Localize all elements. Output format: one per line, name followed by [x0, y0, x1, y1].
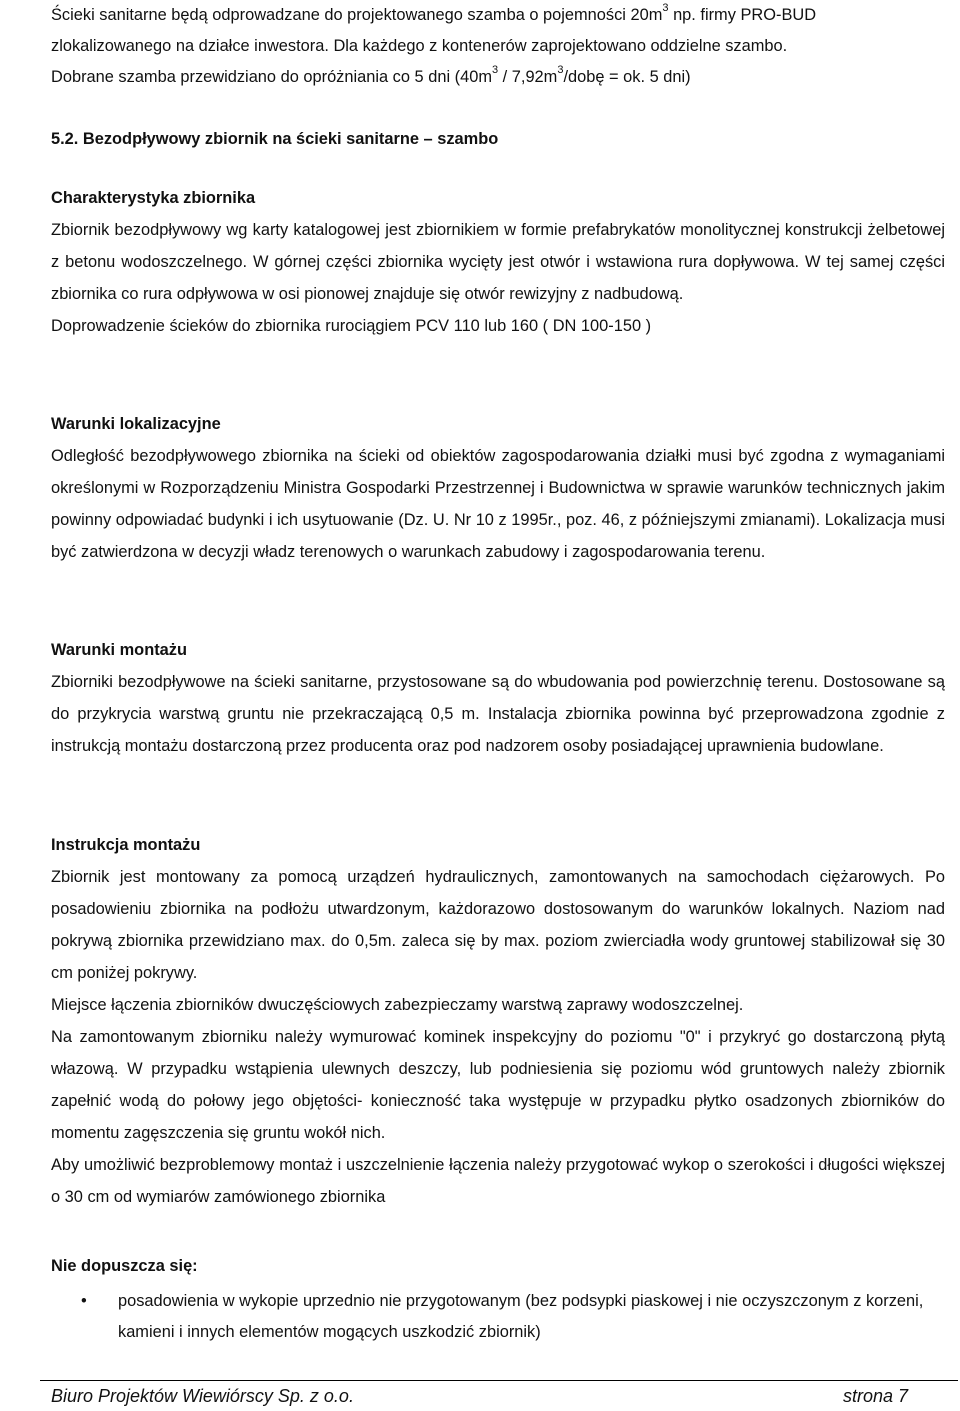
superscript: 3: [557, 63, 564, 76]
mounting-instructions-paragraph-2: Miejsce łączenia zbiorników dwuczęściowych zabezpieczamy warstwą zaprawy wodoszczelnej.: [51, 996, 744, 1014]
intro-line-1: [51, 0, 945, 31]
characteristics-section: [51, 182, 945, 342]
mounting-instructions-paragraph-1: Zbiornik jest montowany za pomocą urządzeń hydraulicznych, zamontowanych na samochodach ciężarowych. Po posadowieniu zbiornika na podłożu utwardzonym, każdorazowo dostosowanym do warunków lokalnych. Naziom nad pokrywą zbiornika przewidziano max. do 0,5m. zaleca się by max. poziom zwierciadła wody gruntowej stabilizował się 30 cm poniżej pokrywy.: [51, 868, 945, 982]
location-heading: Warunki lokalizacyjne: [51, 415, 221, 433]
mounting-instructions-paragraph-3: Na zamontowanym zbiorniku należy wymurować kominek inspekcyjny do poziomu "0" i przykryć go dostarczoną płytą włazową. W przypadku wstąpienia ulewnych deszczy, lub podniesienia się poziomu wód gruntowych należy zbiornik zapełnić wodą do połowy jego objętości- konieczność taka występuje w przypadku płytko osadzonych zbiorników do momentu zagęszczenia się gruntu wokół nich.: [51, 1028, 945, 1142]
list-item-text: posadowienia w wykopie uprzednio nie przygotowanym (bez podsypki piaskowej i nie oczyszczonym z korzeni, kamieni i innych elementów mogących uszkodzić zbiornik): [118, 1292, 924, 1341]
intro-line-3-text: Dobrane szamba przewidziano do opróżniania co 5 dni (40m: [51, 68, 492, 86]
mounting-conditions-paragraph: Zbiorniki bezodpływowe na ścieki sanitarne, przystosowane są do wbudowania pod powierzchnię terenu. Dostosowane są do przykrycia warstwą gruntu nie przekraczającą 0,5 m. Instalacja zbiornika powinna być przeprowadzona zgodnie z instrukcją montażu dostarczoną przez producenta oraz pod nadzorem osoby posiadającej uprawnienia budowlane.: [51, 673, 945, 755]
section-title: 5.2. Bezodpływowy zbiornik na ścieki sanitarne – szambo: [51, 130, 499, 148]
footer-page-number: strona 7: [842, 1386, 908, 1406]
mounting-conditions-heading: Warunki montażu: [51, 641, 187, 659]
mounting-instructions-heading: Instrukcja montażu: [51, 836, 201, 854]
intro-line-2: zlokalizowanego na działce inwestora. Dla każdego z kontenerów zaprojektowano oddzielne szambo.: [51, 37, 788, 55]
intro-line-3-mid: / 7,92m: [498, 68, 558, 86]
location-paragraph: Odległość bezodpływowego zbiornika na ścieki od obiektów zagospodarowania działki musi być zgodna z wymaganiami określonymi w Rozporządzeniu Ministra Gospodarki Przestrzennej i Budownictwa w sprawie warunków technicznych jakim powinny odpowiadać budynki i ich usytuowanie (Dz. U. Nr 10 z 1995r., poz. 46, z późniejszymi zmianami). Lokalizacja musi być zatwierdzona w decyzji władz terenowych o warunkach zabudowy i zagospodarowania terenu.: [51, 447, 945, 561]
bullet-icon: •: [81, 1292, 87, 1310]
intro-line-3-end: /dobę = ok. 5 dni): [563, 68, 691, 86]
not-allowed-section: [51, 1251, 945, 1281]
not-allowed-heading: Nie dopuszcza się:: [51, 1257, 198, 1275]
intro-block: [51, 0, 945, 93]
intro-line-1-text: Ścieki sanitarne będą odprowadzane do projektowanego szamba o pojemności 20m: [51, 6, 663, 24]
section-title-block: [51, 126, 945, 152]
superscript: 3: [491, 63, 499, 76]
mounting-conditions-section: [51, 634, 945, 762]
characteristics-pipe: Doprowadzenie ścieków do zbiornika rurociągiem PCV 110 lub 160 ( DN 100-150 ): [51, 317, 652, 335]
location-section: [51, 408, 945, 568]
intro-line-1-end: np. firmy PRO-BUD: [668, 6, 817, 24]
characteristics-heading: Charakterystyka zbiornika: [51, 189, 256, 207]
superscript: 3: [662, 1, 669, 14]
characteristics-paragraph: Zbiornik bezodpływowy wg karty katalogowej jest zbiornikiem w formie prefabrykatów monolitycznej konstrukcji żelbetowej z betonu wodoszczelnego. W górnej części zbiornika wycięty jest otwór i wstawiona rura dopływowa. W tej samej części zbiornika co rura odpływowa w osi pionowej znajduje się otwór rewizyjny z nadbudową.: [51, 221, 945, 303]
mounting-instructions-section: [51, 829, 945, 1213]
footer-divider: [40, 1380, 958, 1381]
list-item: [51, 1286, 945, 1348]
footer-company: Biuro Projektów Wiewiórscy Sp. z o.o.: [51, 1386, 354, 1406]
mounting-instructions-paragraph-4: Aby umożliwić bezproblemowy montaż i uszczelnienie łączenia należy przygotować wykop o szerokości i długości większej o 30 cm od wymiarów zamówionego zbiornika: [51, 1156, 945, 1206]
intro-line-3: [51, 62, 945, 93]
